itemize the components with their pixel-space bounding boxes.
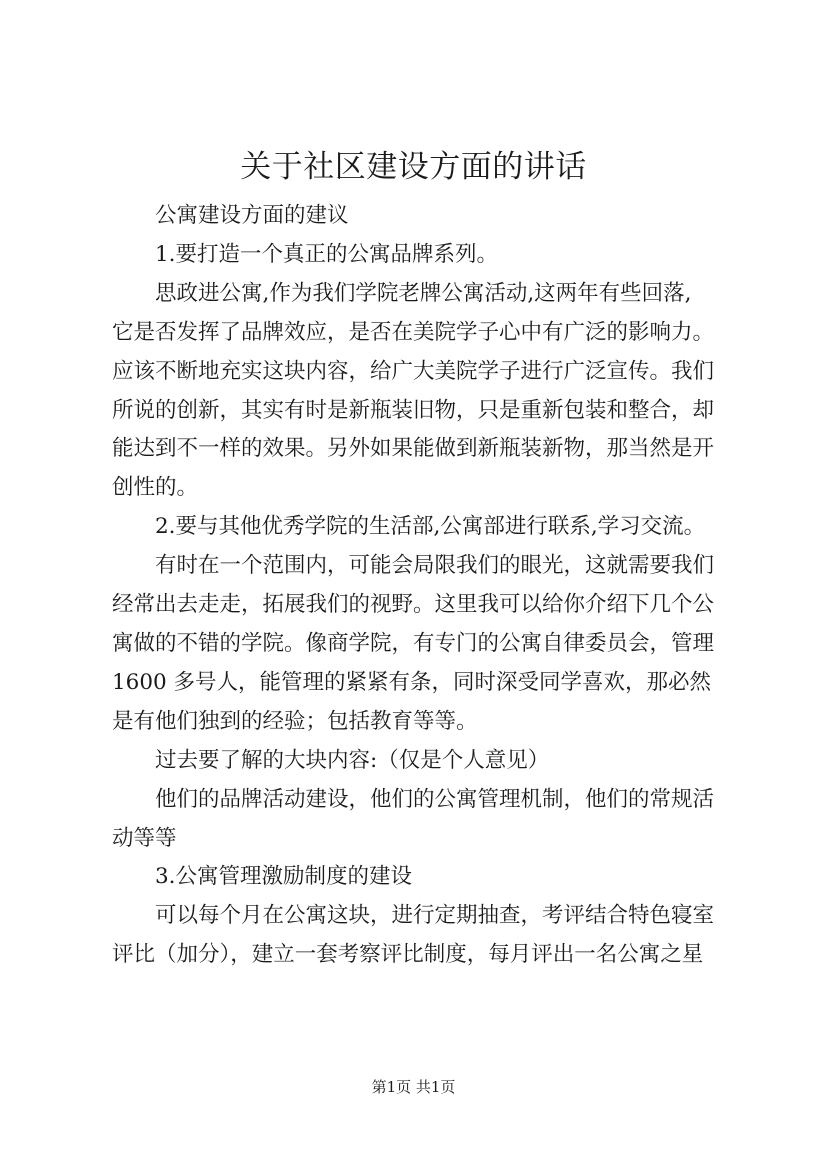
- body-line: 评比（加分），建立一套考察评比制度，每月评出一名公寓之星: [112, 942, 704, 968]
- body-line: 2.要与其他优秀学院的生活部,公寓部进行联系,学习交流。: [155, 514, 706, 540]
- body-line: 能达到不一样的效果。另外如果能做到新瓶装新物，那当然是开: [112, 436, 715, 462]
- body-line: 是有他们独到的经验；包括教育等等。: [112, 708, 478, 734]
- page-footer: 第1页 共1页: [371, 1078, 456, 1096]
- body-line: 创性的。: [112, 475, 199, 501]
- body-line: 他们的品牌活动建设，他们的公寓管理机制，他们的常规活: [155, 786, 715, 812]
- body-line: 它是否发挥了品牌效应，是否在美院学子心中有广泛的影响力。: [112, 319, 715, 345]
- body-line: 经常出去走走，拓展我们的视野。这里我可以给你介绍下几个公: [112, 592, 715, 618]
- body-line: 过去要了解的大块内容:（仅是个人意见）: [155, 747, 550, 773]
- document-body: [112, 197, 724, 975]
- document-title: 关于社区建设方面的讲话: [240, 149, 587, 185]
- body-line: 思政进公寓,作为我们学院老牌公寓活动,这两年有些回落,: [155, 280, 692, 306]
- body-line: 公寓建设方面的建议: [155, 203, 349, 228]
- body-line: 3.公寓管理激励制度的建设: [155, 864, 413, 890]
- body-line: 动等等: [112, 825, 177, 851]
- body-line: 应该不断地充实这块内容，给广大美院学子进行广泛宣传。我们: [112, 358, 715, 384]
- body-line: 有时在一个范围内，可能会局限我们的眼光，这就需要我们: [155, 553, 715, 579]
- body-line: 可以每个月在公寓这块，进行定期抽查，考评结合特色寝室: [155, 903, 715, 929]
- body-line: 寓做的不错的学院。像商学院，有专门的公寓自律委员会，管理: [112, 630, 715, 656]
- body-line: 1.要打造一个真正的公寓品牌系列。: [155, 241, 499, 267]
- body-line: 所说的创新，其实有时是新瓶装旧物，只是重新包装和整合，却: [112, 397, 715, 423]
- body-line: 1600 多号人，能管理的紧紧有条，同时深受同学喜欢，那必然: [112, 669, 712, 695]
